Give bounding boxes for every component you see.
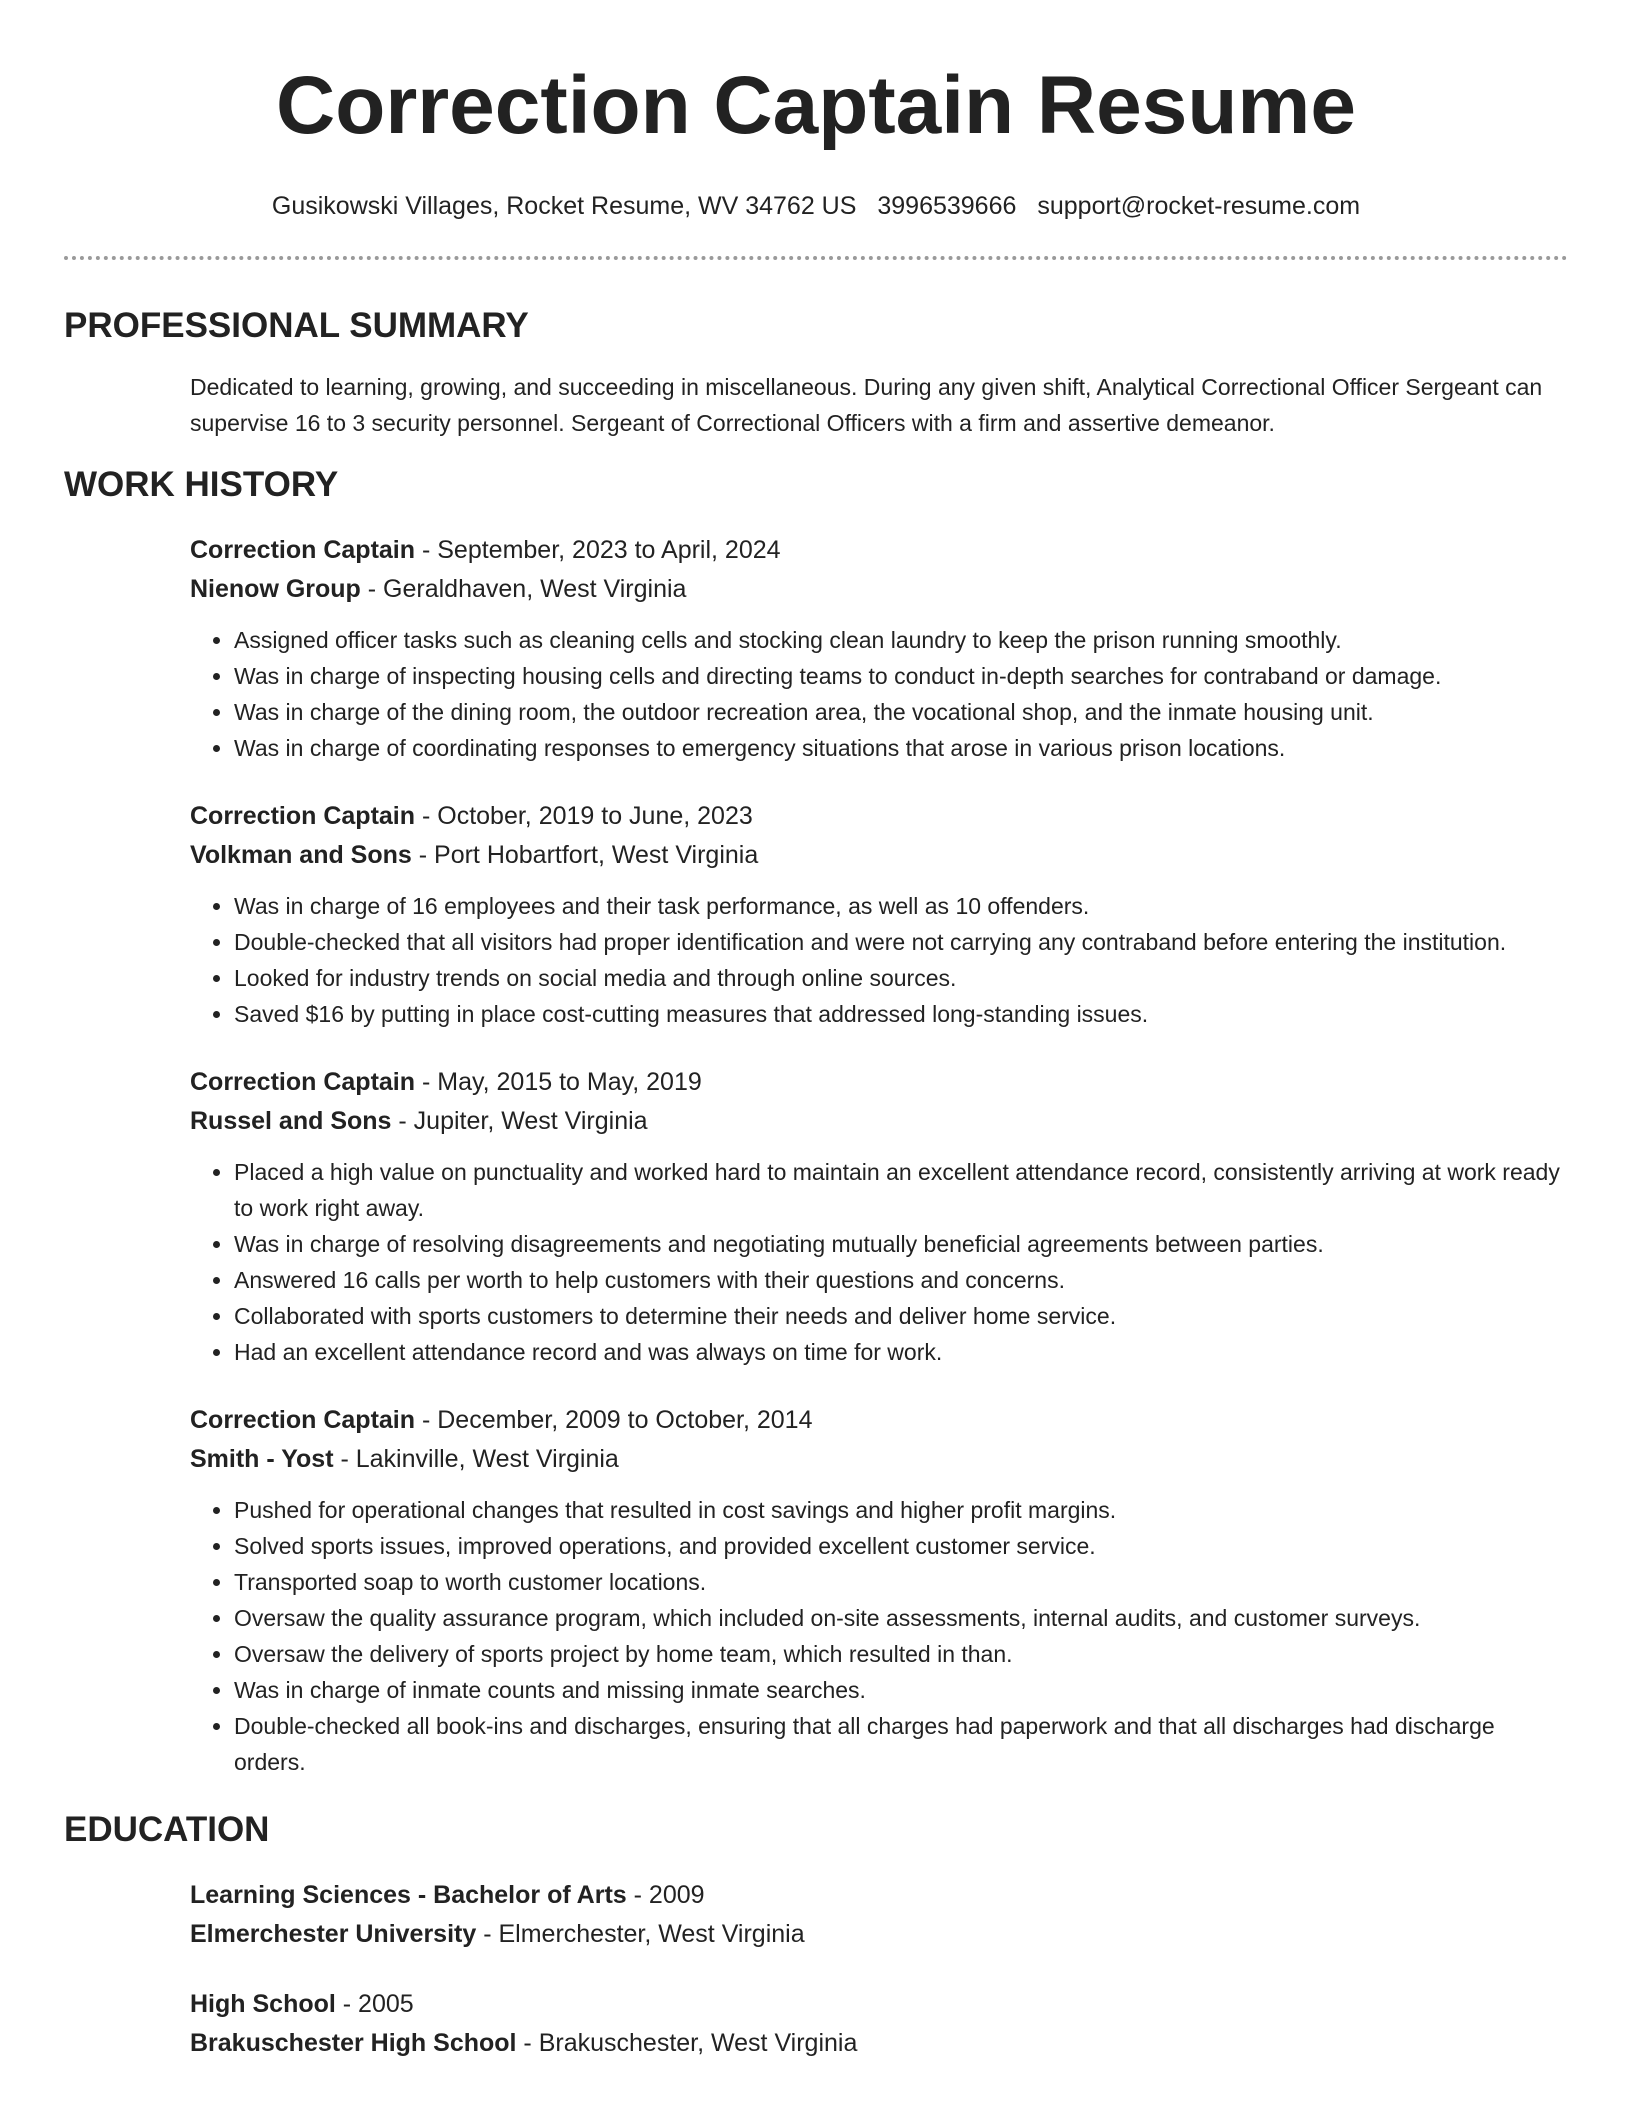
job-dates: - October, 2019 to June, 2023 — [415, 802, 753, 830]
job-company-line — [190, 570, 1568, 609]
job-company-line — [190, 1102, 1568, 1141]
summary-text: Dedicated to learning, growing, and succeeding in miscellaneous. During any given shift, Analytical Correctional Officer Sergeant can supervise 16 to 3 security personnel. Sergeant of Correctional Officers with a firm and assertive demeanor. — [190, 374, 1543, 436]
degree-year: - 2009 — [626, 1881, 705, 1909]
job-company: Nienow Group — [190, 575, 361, 603]
job-bullet: • Pushed for operational changes that resulted in cost savings and higher profit margins. — [234, 1492, 1568, 1528]
job-bullets — [190, 622, 1568, 766]
degree-line — [190, 1985, 1568, 2024]
job-title-line — [190, 531, 1568, 570]
contact-address: Gusikowski Villages, Rocket Resume, WV 34762 US — [271, 192, 857, 220]
school-name: Brakuschester High School — [190, 2029, 517, 2057]
job-bullet: • Was in charge of resolving disagreements and negotiating mutually beneficial agreements between parties. — [234, 1226, 1568, 1262]
job-bullet: • Double-checked all book-ins and discharges, ensuring that all charges had paperwork and that all discharges had discharge orders. — [234, 1708, 1568, 1780]
degree-line — [190, 1876, 1568, 1915]
school-name: Elmerchester University — [190, 1920, 477, 1948]
education-heading: EDUCATION — [64, 1810, 270, 1849]
job-bullets — [190, 888, 1568, 1032]
job-title: Correction Captain — [190, 1406, 416, 1434]
work-history-heading: WORK HISTORY — [64, 465, 339, 504]
contact-email: support@rocket-resume.com — [1037, 192, 1361, 220]
job-bullet: • Was in charge of 16 employees and their task performance, as well as 10 offenders. — [234, 888, 1568, 924]
job-entry — [190, 531, 1568, 766]
job-title-line — [190, 1063, 1568, 1102]
job-bullet: • Answered 16 calls per worth to help customers with their questions and concerns. — [234, 1262, 1568, 1298]
job-title: Correction Captain — [190, 802, 416, 830]
job-bullet: • Double-checked that all visitors had proper identification and were not carrying any contraband before entering the institution. — [234, 924, 1568, 960]
job-dates: - December, 2009 to October, 2014 — [415, 1406, 813, 1434]
job-bullets — [190, 1154, 1568, 1370]
job-location: - Port Hobartfort, West Virginia — [411, 841, 759, 869]
school-line — [190, 2024, 1568, 2063]
resume-page — [64, 0, 1568, 2063]
education-entry — [190, 1876, 1568, 1954]
job-location: - Geraldhaven, West Virginia — [360, 575, 687, 603]
job-location: - Jupiter, West Virginia — [391, 1107, 648, 1135]
job-bullet: • Was in charge of inmate counts and missing inmate searches. — [234, 1672, 1568, 1708]
job-bullet: • Oversaw the delivery of sports project by home team, which resulted in than. — [234, 1636, 1568, 1672]
job-bullet: • Solved sports issues, improved operations, and provided excellent customer service. — [234, 1528, 1568, 1564]
resume-title: Correction Captain Resume — [276, 60, 1356, 151]
header-divider — [64, 256, 1568, 260]
school-location: - Brakuschester, West Virginia — [516, 2029, 858, 2057]
job-location: - Lakinville, West Virginia — [333, 1445, 619, 1473]
job-bullet: • Oversaw the quality assurance program, which included on-site assessments, internal audits, and customer surveys. — [234, 1600, 1568, 1636]
job-bullet: • Was in charge of coordinating responses to emergency situations that arose in various prison locations. — [234, 730, 1568, 766]
job-bullet: • Assigned officer tasks such as cleaning cells and stocking clean laundry to keep the prison running smoothly. — [234, 622, 1568, 658]
job-company: Volkman and Sons — [190, 841, 412, 869]
job-title: Correction Captain — [190, 536, 416, 564]
job-company-line — [190, 836, 1568, 875]
job-title-line — [190, 1401, 1568, 1440]
degree-name: High School — [190, 1990, 336, 2018]
job-entry — [190, 797, 1568, 1032]
contact-phone: 3996539666 — [877, 192, 1017, 220]
job-bullet: • Collaborated with sports customers to determine their needs and deliver home service. — [234, 1298, 1568, 1334]
school-line — [190, 1915, 1568, 1954]
job-company: Smith - Yost — [190, 1445, 334, 1473]
job-dates: - September, 2023 to April, 2024 — [415, 536, 781, 564]
job-bullet: • Transported soap to worth customer locations. — [234, 1564, 1568, 1600]
degree-year: - 2005 — [335, 1990, 414, 2018]
job-bullet: • Saved $16 by putting in place cost-cutting measures that addressed long-standing issues. — [234, 996, 1568, 1032]
job-title-line — [190, 797, 1568, 836]
job-bullet: • Was in charge of inspecting housing cells and directing teams to conduct in-depth searches for contraband or damage. — [234, 658, 1568, 694]
job-entry — [190, 1401, 1568, 1780]
job-bullet: • Was in charge of the dining room, the outdoor recreation area, the vocational shop, and the inmate housing unit. — [234, 694, 1568, 730]
degree-name: Learning Sciences - Bachelor of Arts — [190, 1881, 627, 1909]
job-bullets — [190, 1492, 1568, 1780]
education-entry — [190, 1985, 1568, 2063]
job-company: Russel and Sons — [190, 1107, 392, 1135]
job-bullet: • Placed a high value on punctuality and worked hard to maintain an excellent attendance record, consistently arriving at work ready to work right away. — [234, 1154, 1568, 1226]
contact-line — [64, 190, 1568, 222]
school-location: - Elmerchester, West Virginia — [476, 1920, 805, 1948]
job-bullet: • Looked for industry trends on social media and through online sources. — [234, 960, 1568, 996]
summary-heading: PROFESSIONAL SUMMARY — [64, 306, 529, 345]
job-entry — [190, 1063, 1568, 1370]
job-title: Correction Captain — [190, 1068, 416, 1096]
job-dates: - May, 2015 to May, 2019 — [415, 1068, 702, 1096]
job-bullet: • Had an excellent attendance record and was always on time for work. — [234, 1334, 1568, 1370]
job-company-line — [190, 1440, 1568, 1479]
